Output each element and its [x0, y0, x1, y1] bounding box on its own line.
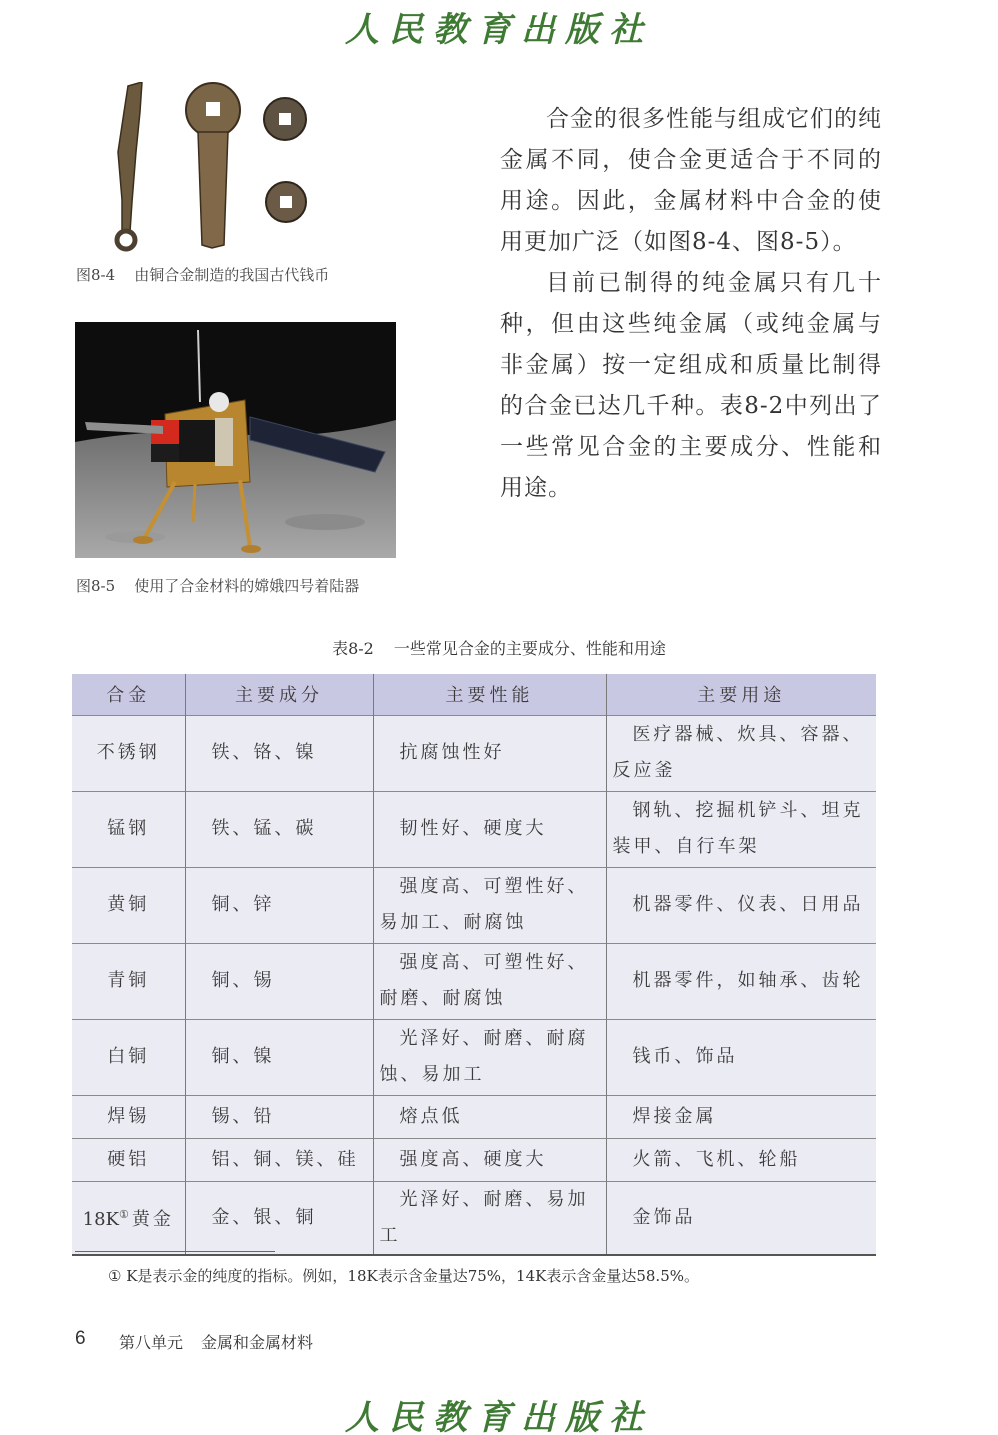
- properties-cell: 强度高、可塑性好、耐磨、耐腐蚀: [373, 943, 606, 1019]
- uses-cell: 医疗器械、炊具、容器、反应釜: [606, 715, 876, 791]
- table-row: [72, 1019, 876, 1095]
- uses-cell: 火箭、飞机、轮船: [606, 1138, 876, 1181]
- properties-cell: 光泽好、耐磨、易加工: [373, 1181, 606, 1255]
- alloy-karat: 18K: [82, 1209, 119, 1230]
- figure-number: 图8-4: [76, 266, 116, 284]
- properties-cell: 光泽好、耐磨、耐腐蚀、易加工: [373, 1019, 606, 1095]
- column-header: 主要成分: [185, 674, 373, 715]
- publisher-watermark: 人民教育出版社: [345, 1398, 653, 1435]
- page-number: 6: [75, 1328, 86, 1349]
- spade-coin-icon: [182, 80, 244, 250]
- figure-caption: [76, 575, 359, 596]
- properties-cell: 熔点低: [373, 1095, 606, 1138]
- properties-cell: 强度高、硬度大: [373, 1138, 606, 1181]
- alloy-cell: 青铜: [72, 943, 185, 1019]
- round-coin-icon: [264, 172, 310, 234]
- paragraph: 合金的很多性能与组成它们的纯金属不同，使合金更适合于不同的用途。因此，金属材料中合金的使用更加广泛（如图8-4、图8-5）。: [500, 106, 882, 255]
- composition-cell: 锡、铅: [185, 1095, 373, 1138]
- alloy-table: [72, 674, 876, 1256]
- table-row: [72, 1138, 876, 1181]
- lunar-lander-photo: [75, 322, 396, 558]
- composition-cell: 铜、锡: [185, 943, 373, 1019]
- round-coin-icon: [262, 88, 308, 150]
- alloy-cell: [72, 1181, 185, 1255]
- uses-cell: 钢轨、挖掘机铲斗、坦克装甲、自行车架: [606, 791, 876, 867]
- uses-cell: 焊接金属: [606, 1095, 876, 1138]
- uses-cell: 金饰品: [606, 1181, 876, 1255]
- paragraph: 目前已制得的纯金属只有几十种，但由这些纯金属（或纯金属与非金属）按一定组成和质量比制得的合金已达几千种。表8-2中列出了一些常见合金的主要成分、性能和用途。: [500, 270, 882, 501]
- table-row: [72, 1181, 876, 1255]
- uses-cell: 机器零件，如轴承、齿轮: [606, 943, 876, 1019]
- table-row: [72, 943, 876, 1019]
- column-header: 合金: [72, 674, 185, 715]
- table-title: [0, 636, 998, 659]
- alloy-cell: 锰钢: [72, 791, 185, 867]
- table-header-row: [72, 674, 876, 715]
- alloy-cell: 焊锡: [72, 1095, 185, 1138]
- chapter-title: 金属和金属材料: [201, 1333, 314, 1352]
- publisher-watermark: 人民教育出版社: [345, 10, 653, 50]
- properties-cell: 抗腐蚀性好: [373, 715, 606, 791]
- alloy-cell: 硬铝: [72, 1138, 185, 1181]
- composition-cell: 铁、锰、碳: [185, 791, 373, 867]
- footnote-marker: ①: [118, 1208, 132, 1221]
- alloy-cell: 白铜: [72, 1019, 185, 1095]
- table-row: [72, 1095, 876, 1138]
- footnote: ① K是表示金的纯度的指标。例如，18K表示含金量达75%，14K表示含金量达58.5%。: [108, 1267, 700, 1285]
- table-title-text: 一些常见合金的主要成分、性能和用途: [393, 639, 666, 658]
- chapter-heading: [119, 1330, 313, 1353]
- ancient-coins-image: [98, 80, 348, 250]
- properties-cell: 强度高、可塑性好、易加工、耐腐蚀: [373, 867, 606, 943]
- properties-cell: 韧性好、硬度大: [373, 791, 606, 867]
- composition-cell: 铁、铬、镍: [185, 715, 373, 791]
- figure-caption-text: 由铜合金制造的我国古代钱币: [134, 266, 330, 284]
- alloy-name: 黄金: [131, 1209, 174, 1230]
- table-row: [72, 715, 876, 791]
- composition-cell: 铝、铜、镁、硅: [185, 1138, 373, 1181]
- footnote-divider: [75, 1251, 275, 1252]
- body-text: [500, 99, 882, 509]
- composition-cell: 铜、镍: [185, 1019, 373, 1095]
- table-number: 表8-2: [332, 639, 374, 658]
- knife-coin-icon: [110, 82, 150, 252]
- table-row: [72, 791, 876, 867]
- alloy-cell: 不锈钢: [72, 715, 185, 791]
- composition-cell: 铜、锌: [185, 867, 373, 943]
- uses-cell: 钱币、饰品: [606, 1019, 876, 1095]
- figure-caption: [76, 264, 329, 285]
- table-row: [72, 867, 876, 943]
- unit-label: 第八单元: [119, 1333, 184, 1352]
- column-header: 主要用途: [606, 674, 876, 715]
- column-header: 主要性能: [373, 674, 606, 715]
- alloy-cell: 黄铜: [72, 867, 185, 943]
- figure-number: 图8-5: [76, 577, 116, 595]
- figure-caption-text: 使用了合金材料的嫦娥四号着陆器: [134, 577, 360, 595]
- composition-cell: 金、银、铜: [185, 1181, 373, 1255]
- uses-cell: 机器零件、仪表、日用品: [606, 867, 876, 943]
